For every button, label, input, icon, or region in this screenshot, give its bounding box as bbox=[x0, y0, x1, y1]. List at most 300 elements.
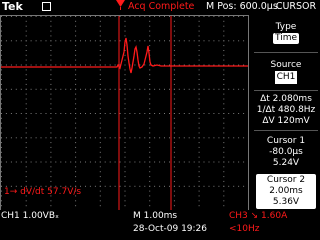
grid-dot bbox=[223, 26, 224, 27]
grid-dot bbox=[169, 186, 170, 187]
grid-dot bbox=[26, 132, 27, 133]
grid-dot bbox=[100, 191, 101, 192]
grid-dot bbox=[50, 176, 51, 177]
grid-dot bbox=[149, 132, 150, 133]
grid-dot bbox=[169, 137, 170, 138]
grid-dot bbox=[154, 137, 155, 138]
grid-dot bbox=[100, 65, 101, 66]
grid-dot bbox=[238, 89, 239, 90]
grid-dot bbox=[194, 186, 195, 187]
grid-dot bbox=[199, 176, 200, 177]
grid-dot bbox=[199, 205, 200, 206]
grid-dot bbox=[129, 137, 130, 138]
grid-dot bbox=[184, 113, 185, 114]
grid-dot bbox=[174, 162, 175, 163]
grid-dot bbox=[174, 171, 175, 172]
grid-dot bbox=[26, 45, 27, 46]
grid-dot bbox=[50, 45, 51, 46]
grid-dot bbox=[46, 137, 47, 138]
grid-dot bbox=[149, 186, 150, 187]
grid-dot bbox=[100, 89, 101, 90]
grid-dot bbox=[115, 186, 116, 187]
grid-dot bbox=[26, 74, 27, 75]
grid-dot bbox=[50, 50, 51, 51]
grid-dot bbox=[55, 40, 56, 41]
grid-dot bbox=[55, 162, 56, 163]
grid-dot bbox=[36, 65, 37, 66]
grid-dot bbox=[90, 16, 91, 17]
acquisition-status: Acq Complete bbox=[128, 1, 195, 12]
grid-dot bbox=[1, 31, 2, 32]
grid-dot bbox=[1, 200, 2, 201]
grid-dot bbox=[174, 123, 175, 124]
grid-dot bbox=[1, 94, 2, 95]
grid-dot bbox=[95, 16, 96, 17]
grid-dot bbox=[199, 132, 200, 133]
cursor-1-label: Cursor 1 bbox=[266, 136, 306, 146]
trigger-frequency: <10Hz bbox=[229, 224, 260, 234]
grid-dot bbox=[184, 162, 185, 163]
grid-dot bbox=[21, 89, 22, 90]
grid-dot bbox=[105, 162, 106, 163]
grid-dot bbox=[233, 186, 234, 187]
cursor-2-label: Cursor 2 bbox=[266, 175, 306, 185]
grid-dot bbox=[70, 89, 71, 90]
grid-dot bbox=[65, 65, 66, 66]
grid-dot bbox=[174, 200, 175, 201]
grid-dot bbox=[204, 40, 205, 41]
grid-dot bbox=[223, 74, 224, 75]
grid-dot bbox=[55, 65, 56, 66]
grid-dot bbox=[70, 65, 71, 66]
grid-dot bbox=[174, 166, 175, 167]
grid-dot bbox=[50, 128, 51, 129]
grid-dot bbox=[1, 35, 2, 36]
grid-dot bbox=[139, 162, 140, 163]
grid-dot bbox=[50, 171, 51, 172]
grid-dot bbox=[174, 55, 175, 56]
grid-dot bbox=[209, 16, 210, 17]
grid-dot bbox=[125, 171, 126, 172]
grid-dot bbox=[223, 108, 224, 109]
grid-dot bbox=[129, 16, 130, 17]
dvdt-value: dV/dt 57.7V/s bbox=[20, 187, 82, 197]
grid-dot bbox=[65, 40, 66, 41]
grid-dot bbox=[149, 191, 150, 192]
source-option[interactable] bbox=[252, 60, 320, 84]
grid-dot bbox=[238, 16, 239, 17]
grid-dot bbox=[125, 205, 126, 206]
grid-dot bbox=[174, 195, 175, 196]
grid-dot bbox=[174, 108, 175, 109]
grid-dot bbox=[115, 40, 116, 41]
grid-dot bbox=[90, 113, 91, 114]
grid-dot bbox=[75, 65, 76, 66]
grid-dot bbox=[100, 147, 101, 148]
grid-dot bbox=[75, 45, 76, 46]
grid-dot bbox=[174, 128, 175, 129]
grid-dot bbox=[199, 123, 200, 124]
grid-dot bbox=[50, 16, 51, 17]
grid-dot bbox=[55, 16, 56, 17]
grid-dot bbox=[85, 137, 86, 138]
grid-dot bbox=[11, 65, 12, 66]
side-menu bbox=[252, 14, 320, 210]
grid-dot bbox=[174, 142, 175, 143]
grid-dot bbox=[31, 113, 32, 114]
grid-dot bbox=[50, 118, 51, 119]
grid-dot bbox=[21, 65, 22, 66]
grid-dot bbox=[50, 79, 51, 80]
grid-dot bbox=[1, 195, 2, 196]
grid-dot bbox=[50, 35, 51, 36]
grid-dot bbox=[75, 16, 76, 17]
grid-dot bbox=[26, 113, 27, 114]
grid-dot bbox=[95, 40, 96, 41]
grid-dot bbox=[1, 128, 2, 129]
grid-dot bbox=[31, 40, 32, 41]
grid-dot bbox=[115, 16, 116, 17]
grid-dot bbox=[100, 123, 101, 124]
grid-dot bbox=[75, 103, 76, 104]
acquisition-state-icon bbox=[42, 2, 51, 11]
footer-bar bbox=[0, 210, 320, 240]
grid-dot bbox=[26, 103, 27, 104]
grid-dot bbox=[50, 21, 51, 22]
grid-dot bbox=[26, 171, 27, 172]
grid-dot bbox=[1, 79, 2, 80]
grid-dot bbox=[50, 103, 51, 104]
grid-dot bbox=[50, 157, 51, 158]
grid-dot bbox=[125, 113, 126, 114]
grid-dot bbox=[50, 94, 51, 95]
grid-dot bbox=[80, 89, 81, 90]
grid-dot bbox=[199, 171, 200, 172]
grid-dot bbox=[26, 137, 27, 138]
grid-dot bbox=[100, 186, 101, 187]
cursor-1-option[interactable] bbox=[252, 136, 320, 169]
grid-dot bbox=[125, 200, 126, 201]
grid-dot bbox=[199, 166, 200, 167]
grid-dot bbox=[199, 147, 200, 148]
grid-dot bbox=[149, 118, 150, 119]
grid-dot bbox=[50, 60, 51, 61]
grid-dot bbox=[105, 65, 106, 66]
grid-dot bbox=[179, 162, 180, 163]
grid-dot bbox=[100, 137, 101, 138]
grid-dot bbox=[100, 113, 101, 114]
grid-dot bbox=[174, 79, 175, 80]
grid-dot bbox=[50, 69, 51, 70]
grid-dot bbox=[60, 65, 61, 66]
grid-dot bbox=[243, 113, 244, 114]
grid-dot bbox=[75, 132, 76, 133]
grid-dot bbox=[125, 55, 126, 56]
grid-dot bbox=[144, 65, 145, 66]
grid-dot bbox=[199, 84, 200, 85]
grid-dot bbox=[26, 69, 27, 70]
grid-dot bbox=[199, 94, 200, 95]
delta-time: Δt 2.080ms bbox=[260, 94, 312, 104]
trigger-position-icon bbox=[116, 0, 125, 10]
grid-dot bbox=[100, 26, 101, 27]
grid-dot bbox=[194, 16, 195, 17]
grid-dot bbox=[110, 16, 111, 17]
grid-dot bbox=[218, 40, 219, 41]
grid-dot bbox=[31, 137, 32, 138]
grid-dot bbox=[1, 74, 2, 75]
grid-dot bbox=[1, 132, 2, 133]
grid-dot bbox=[100, 103, 101, 104]
grid-dot bbox=[199, 142, 200, 143]
grid-dot bbox=[223, 128, 224, 129]
grid-dot bbox=[223, 84, 224, 85]
grid-dot bbox=[105, 137, 106, 138]
grid-dot bbox=[125, 162, 126, 163]
grid-dot bbox=[149, 16, 150, 17]
grid-dot bbox=[26, 31, 27, 32]
grid-dot bbox=[80, 137, 81, 138]
grid-dot bbox=[209, 186, 210, 187]
grid-dot bbox=[199, 195, 200, 196]
grid-dot bbox=[223, 45, 224, 46]
grid-dot bbox=[50, 162, 51, 163]
grid-dot bbox=[223, 35, 224, 36]
grid-dot bbox=[238, 162, 239, 163]
grid-dot bbox=[26, 166, 27, 167]
grid-dot bbox=[26, 84, 27, 85]
grid-dot bbox=[36, 162, 37, 163]
grid-dot bbox=[105, 186, 106, 187]
grid-dot bbox=[65, 16, 66, 17]
cursor-2-time: 2.00ms bbox=[269, 186, 303, 196]
grid-dot bbox=[243, 89, 244, 90]
grid-dot bbox=[174, 69, 175, 70]
grid-dot bbox=[243, 40, 244, 41]
grid-dot bbox=[100, 142, 101, 143]
grid-dot bbox=[36, 113, 37, 114]
grid-dot bbox=[199, 152, 200, 153]
grid-dot bbox=[41, 65, 42, 66]
grid-dot bbox=[228, 186, 229, 187]
grid-dot bbox=[60, 113, 61, 114]
type-option[interactable] bbox=[252, 22, 320, 44]
grid-dot bbox=[149, 45, 150, 46]
grid-dot bbox=[100, 157, 101, 158]
grid-dot bbox=[144, 162, 145, 163]
grid-dot bbox=[50, 99, 51, 100]
grid-dot bbox=[110, 186, 111, 187]
grid-dot bbox=[125, 94, 126, 95]
measurement-readout bbox=[4, 186, 81, 198]
grid-dot bbox=[189, 16, 190, 17]
grid-dot bbox=[179, 113, 180, 114]
grid-dot bbox=[46, 40, 47, 41]
grid-dot bbox=[1, 118, 2, 119]
grid-dot bbox=[95, 113, 96, 114]
grid-dot bbox=[60, 16, 61, 17]
grid-dot bbox=[80, 65, 81, 66]
grid-dot bbox=[125, 152, 126, 153]
grid-dot bbox=[179, 186, 180, 187]
grid-dot bbox=[144, 113, 145, 114]
grid-dot bbox=[189, 162, 190, 163]
grid-dot bbox=[174, 176, 175, 177]
grid-dot bbox=[209, 137, 210, 138]
grid-dot bbox=[1, 50, 2, 51]
grid-dot bbox=[149, 137, 150, 138]
grid-dot bbox=[100, 118, 101, 119]
grid-dot bbox=[50, 89, 51, 90]
grid-dot bbox=[233, 162, 234, 163]
grid-dot bbox=[159, 89, 160, 90]
grid-dot bbox=[149, 84, 150, 85]
grid-dot bbox=[120, 89, 121, 90]
grid-dot bbox=[50, 113, 51, 114]
grid-dot bbox=[60, 40, 61, 41]
grid-dot bbox=[174, 191, 175, 192]
grid-dot bbox=[1, 162, 2, 163]
grid-dot bbox=[41, 137, 42, 138]
grid-dot bbox=[125, 191, 126, 192]
grid-dot bbox=[1, 103, 2, 104]
grid-dot bbox=[31, 65, 32, 66]
grid-dot bbox=[218, 16, 219, 17]
grid-dot bbox=[218, 162, 219, 163]
grid-dot bbox=[65, 89, 66, 90]
grid-dot bbox=[223, 16, 224, 17]
grid-dot bbox=[199, 108, 200, 109]
grid-dot bbox=[184, 186, 185, 187]
grid-dot bbox=[1, 16, 2, 17]
grid-dot bbox=[149, 89, 150, 90]
grid-dot bbox=[26, 16, 27, 17]
grid-dot bbox=[85, 16, 86, 17]
grid-dot bbox=[100, 176, 101, 177]
grid-dot bbox=[149, 65, 150, 66]
grid-dot bbox=[75, 176, 76, 177]
grid-dot bbox=[115, 162, 116, 163]
grid-dot bbox=[134, 137, 135, 138]
grid-dot bbox=[70, 113, 71, 114]
grid-dot bbox=[75, 152, 76, 153]
grid-dot bbox=[213, 16, 214, 17]
grid-dot bbox=[75, 31, 76, 32]
grid-dot bbox=[223, 171, 224, 172]
grid-dot bbox=[134, 16, 135, 17]
grid-dot bbox=[174, 35, 175, 36]
grid-dot bbox=[21, 40, 22, 41]
grid-dot bbox=[1, 113, 2, 114]
grid-dot bbox=[125, 132, 126, 133]
grid-dot bbox=[75, 89, 76, 90]
grid-dot bbox=[223, 40, 224, 41]
grid-dot bbox=[174, 118, 175, 119]
grid-dot bbox=[223, 50, 224, 51]
grid-dot bbox=[65, 162, 66, 163]
grid-dot bbox=[36, 16, 37, 17]
grid-dot bbox=[174, 113, 175, 114]
grid-dot bbox=[100, 166, 101, 167]
grid-dot bbox=[50, 166, 51, 167]
grid-dot bbox=[26, 40, 27, 41]
grid-dot bbox=[26, 60, 27, 61]
grid-dot bbox=[134, 186, 135, 187]
grid-dot bbox=[41, 89, 42, 90]
grid-dot bbox=[223, 176, 224, 177]
grid-dot bbox=[223, 94, 224, 95]
grid-dot bbox=[1, 166, 2, 167]
grid-dot bbox=[199, 89, 200, 90]
waveform-plot bbox=[1, 16, 248, 210]
grid-dot bbox=[75, 147, 76, 148]
grid-dot bbox=[129, 89, 130, 90]
grid-dot bbox=[26, 108, 27, 109]
grid-dot bbox=[228, 137, 229, 138]
grid-dot bbox=[213, 113, 214, 114]
grid-dot bbox=[199, 186, 200, 187]
grid-dot bbox=[199, 31, 200, 32]
grid-dot bbox=[228, 40, 229, 41]
grid-dot bbox=[174, 157, 175, 158]
grid-dot bbox=[154, 16, 155, 17]
grid-dot bbox=[115, 137, 116, 138]
grid-dot bbox=[80, 113, 81, 114]
grid-dot bbox=[70, 137, 71, 138]
grid-dot bbox=[199, 21, 200, 22]
grid-dot bbox=[199, 16, 200, 17]
grid-dot bbox=[174, 186, 175, 187]
grid-dot bbox=[16, 65, 17, 66]
grid-dot bbox=[179, 16, 180, 17]
grid-dot bbox=[125, 108, 126, 109]
grid-dot bbox=[26, 65, 27, 66]
grid-dot bbox=[169, 40, 170, 41]
grid-dot bbox=[223, 152, 224, 153]
grid-dot bbox=[125, 21, 126, 22]
grid-dot bbox=[144, 89, 145, 90]
grid-dot bbox=[50, 152, 51, 153]
grid-dot bbox=[105, 89, 106, 90]
grid-dot bbox=[174, 94, 175, 95]
grid-dot bbox=[26, 147, 27, 148]
grid-dot bbox=[149, 108, 150, 109]
grid-dot bbox=[55, 113, 56, 114]
grid-dot bbox=[213, 40, 214, 41]
cursor-2-option[interactable] bbox=[256, 174, 316, 209]
grid-dot bbox=[100, 21, 101, 22]
grid-dot bbox=[110, 137, 111, 138]
grid-dot bbox=[125, 166, 126, 167]
grid-dot bbox=[174, 205, 175, 206]
grid-dot bbox=[164, 162, 165, 163]
type-label: Type bbox=[275, 22, 297, 32]
grid-dot bbox=[223, 137, 224, 138]
grid-dot bbox=[125, 89, 126, 90]
grid-dot bbox=[31, 89, 32, 90]
grid-dot bbox=[95, 137, 96, 138]
grid-dot bbox=[179, 89, 180, 90]
grid-dot bbox=[144, 186, 145, 187]
grid-dot bbox=[80, 16, 81, 17]
grid-dot bbox=[26, 21, 27, 22]
grid-dot bbox=[139, 186, 140, 187]
grid-dot bbox=[41, 113, 42, 114]
grid-dot bbox=[1, 84, 2, 85]
grid-dot bbox=[149, 103, 150, 104]
grid-dot bbox=[1, 60, 2, 61]
grid-dot bbox=[159, 186, 160, 187]
